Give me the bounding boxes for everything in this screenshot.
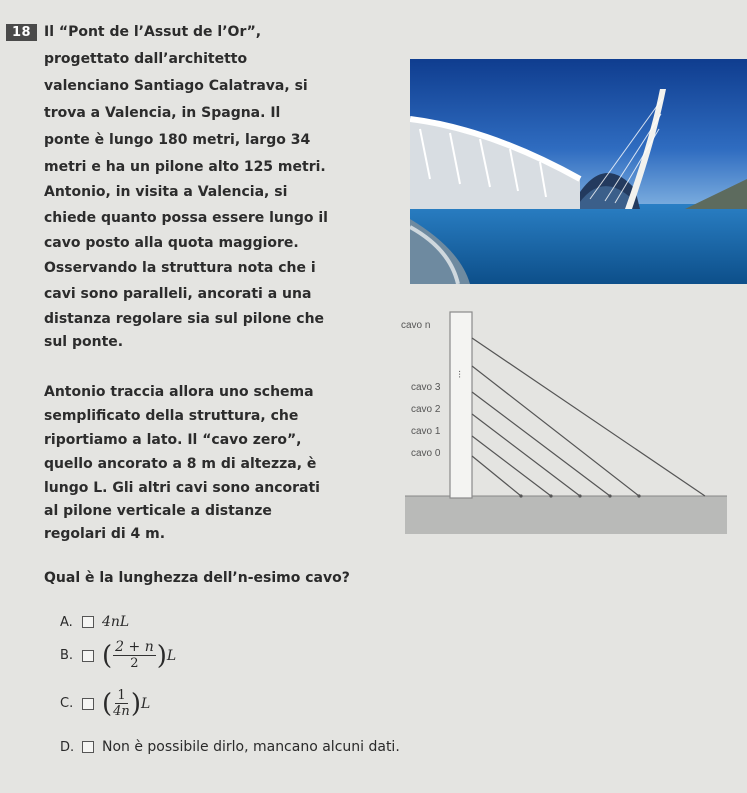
option-c-numerator: 1 [117,688,126,703]
pylon-dots: ... [456,370,467,379]
text-line-5: ponte è lungo 180 metri, largo 34 [44,132,311,148]
text-line-9: cavo posto alla quota maggiore. [44,235,299,251]
text-line-18: lungo L. Gli altri cavi sono ancorati [44,480,320,496]
label-cavo-n: cavo n [401,320,431,331]
text-line-3: valenciano Santiago Calatrava, si [44,78,308,94]
label-cavo-0: cavo 0 [411,448,441,459]
option-d[interactable] [60,739,400,755]
option-d-checkbox[interactable] [82,741,94,753]
bridge-photo-illustration [410,59,747,284]
cables [472,338,705,496]
label-cavo-2: cavo 2 [411,404,441,415]
option-c-left-paren: ( [102,688,113,719]
text-line-20: regolari di 4 m. [44,526,166,542]
bridge-photo [410,59,747,284]
option-b-checkbox[interactable] [82,650,94,662]
text-line-6: metri e ha un pilone alto 125 metri. [44,159,326,175]
text-line-8: chiede quanto possa essere lungo il [44,210,328,226]
option-c-right-paren: ) [130,688,141,719]
text-line-19: al pilone verticale a distanze [44,503,272,519]
text-line-2: progettato dall’architetto [44,51,248,67]
cable-n [472,338,705,496]
option-b-denominator: 2 [130,656,139,671]
option-c-suffix: L [140,695,151,712]
option-a-letter: A. [60,614,73,630]
option-c-letter: C. [60,696,74,711]
cable-diagram [395,310,740,540]
option-a[interactable] [60,614,129,630]
text-line-7: Antonio, in visita a Valencia, si [44,184,288,200]
cable-2 [472,414,580,496]
text-line-14: Antonio traccia allora uno schema [44,384,314,400]
option-a-expression: 4nL [102,614,130,630]
option-d-letter: D. [60,739,75,755]
label-cavo-1: cavo 1 [411,426,441,437]
text-line-13: sul ponte. [44,334,124,350]
text-line-10: Osservando la struttura nota che i [44,260,316,276]
text-line-4: trova a Valencia, in Spagna. Il [44,105,281,121]
exercise-number: 18 [6,24,37,41]
text-line-15: semplificato della struttura, che [44,408,299,424]
text-line-12: distanza regolare sia sul pilone che [44,311,325,327]
option-b-fraction [113,640,156,671]
bridge-deck [405,496,727,534]
cable-3 [472,392,610,496]
option-b-numerator: 2 + n [115,639,154,655]
option-b-right-paren: ) [156,640,167,671]
text-line-17: quello ancorato a 8 m di altezza, è [44,456,317,472]
text-line-1: Il “Pont de l’Assut de l’Or”, [44,24,262,40]
option-b[interactable] [60,640,176,671]
pylon [450,312,472,498]
option-d-text: Non è possibile dirlo, mancano alcuni dati. [102,739,400,755]
option-c[interactable] [60,688,150,719]
cable-diagram-svg [395,310,740,540]
option-c-checkbox[interactable] [82,698,94,710]
option-b-suffix: L [166,647,177,664]
text-line-11: cavi sono paralleli, ancorati a una [44,286,312,302]
option-a-checkbox[interactable] [82,616,94,628]
label-cavo-3: cavo 3 [411,382,441,393]
question-text: Qual è la lunghezza dell’n-esimo cavo? [44,570,350,586]
option-b-left-paren: ( [102,640,113,671]
option-c-fraction [113,688,130,719]
option-c-denominator: 4n [113,704,130,719]
option-b-letter: B. [60,648,74,663]
text-line-16: riportiamo a lato. Il “cavo zero”, [44,432,302,448]
cable-0 [472,456,521,496]
